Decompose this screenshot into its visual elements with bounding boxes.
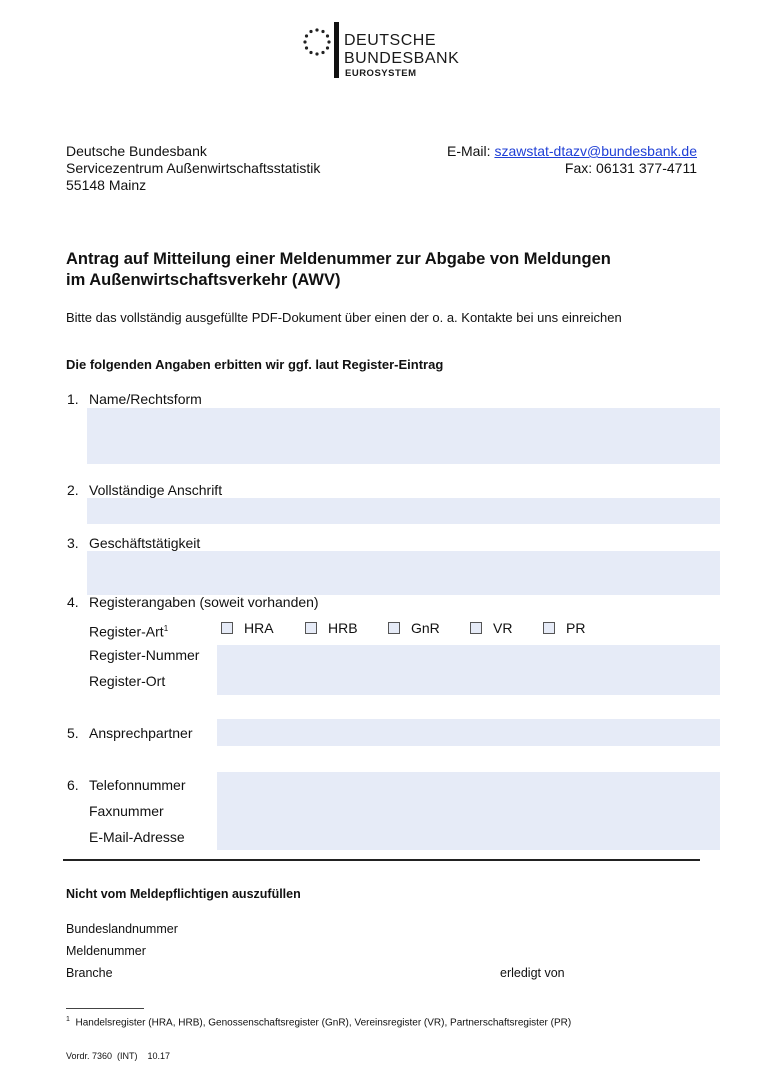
register-type-label bbox=[89, 620, 168, 641]
register-number-label: Register-Nummer bbox=[89, 647, 200, 663]
footnote-mark: 1 bbox=[66, 1016, 70, 1023]
item-2-number: 2. bbox=[67, 482, 79, 498]
address-line-1: Deutsche Bundesbank bbox=[66, 143, 207, 159]
business-field[interactable] bbox=[87, 551, 720, 595]
logo-line-2: BUNDESBANK bbox=[344, 50, 460, 67]
euro-stars-icon bbox=[303, 26, 337, 70]
report-number-label: Meldenummer bbox=[66, 944, 146, 958]
register-details-field[interactable] bbox=[217, 645, 720, 695]
checkbox-hra[interactable] bbox=[221, 622, 233, 634]
item-2-label: Vollständige Anschrift bbox=[89, 482, 223, 498]
fax-label: Faxnummer bbox=[89, 803, 164, 819]
form-title-line-2: im Außenwirtschaftsverkehr (AWV) bbox=[66, 271, 341, 289]
item-5-label: Ansprechpartner bbox=[89, 725, 193, 741]
checkbox-vr[interactable] bbox=[470, 622, 482, 634]
state-number-label: Bundeslandnummer bbox=[66, 922, 178, 936]
form-id: Vordr. 7360 (INT) 10.17 bbox=[66, 1051, 171, 1061]
logo-line-3: EUROSYSTEM bbox=[345, 68, 417, 79]
checkbox-vr-label: VR bbox=[493, 620, 513, 636]
checkbox-gnr[interactable] bbox=[388, 622, 400, 634]
item-3-number: 3. bbox=[67, 535, 79, 551]
email-address-label: E-Mail-Adresse bbox=[89, 829, 185, 845]
address-field[interactable] bbox=[87, 498, 720, 524]
item-1-number: 1. bbox=[67, 391, 79, 407]
logo-bar bbox=[334, 22, 339, 78]
checkbox-hra-label: HRA bbox=[244, 620, 274, 636]
contact-email bbox=[447, 143, 697, 160]
footnote-rule bbox=[66, 1008, 144, 1009]
checkbox-hrb-label: HRB bbox=[328, 620, 358, 636]
item-4-number: 4. bbox=[67, 594, 79, 610]
email-label: E-Mail: bbox=[446, 143, 495, 159]
register-place-label: Register-Ort bbox=[89, 673, 166, 689]
checkbox-pr-label: PR bbox=[566, 620, 586, 636]
checkbox-hrb[interactable] bbox=[305, 622, 317, 634]
section-heading: Die folgenden Angaben erbitten wir ggf. laut Register-Eintrag bbox=[66, 357, 444, 372]
contact-person-field[interactable] bbox=[217, 719, 720, 746]
logo-line-1: DEUTSCHE bbox=[344, 32, 437, 49]
branch-label: Branche bbox=[66, 966, 113, 980]
item-1-label: Name/Rechtsform bbox=[89, 391, 202, 407]
bundesbank-logo bbox=[303, 22, 473, 86]
footnote-text: Handelsregister (HRA, HRB), Genossenschaftsregister (GnR), Vereinsregister (VR), Partnerschaftsregister (PR) bbox=[75, 1017, 572, 1029]
email-link[interactable]: szawstat-dtazv@bundesbank.de bbox=[494, 143, 697, 159]
phone-label: Telefonnummer bbox=[89, 777, 186, 793]
footnote bbox=[66, 1014, 571, 1029]
item-3-label: Geschäftstätigkeit bbox=[89, 535, 201, 551]
section-divider bbox=[63, 859, 700, 861]
phone-fax-email-field[interactable] bbox=[217, 772, 720, 850]
item-6-number: 6. bbox=[67, 777, 79, 793]
checkbox-pr[interactable] bbox=[543, 622, 555, 634]
footnote-marker: 1 bbox=[163, 624, 169, 633]
item-5-number: 5. bbox=[67, 725, 79, 741]
checkbox-gnr-label: GnR bbox=[411, 620, 440, 636]
item-4-label: Registerangaben (soweit vorhanden) bbox=[89, 594, 319, 610]
address-line-3: 55148 Mainz bbox=[66, 177, 147, 193]
register-type-label-text: Register-Art bbox=[89, 623, 164, 640]
contact-fax: Fax: 06131 377-4711 bbox=[564, 160, 697, 176]
name-field[interactable] bbox=[87, 408, 720, 464]
form-title-line-1: Antrag auf Mitteilung einer Meldenummer zur Abgabe von Meldungen bbox=[66, 250, 611, 268]
address-line-2: Servicezentrum Außenwirtschaftsstatistik bbox=[66, 160, 321, 176]
instruction-text: Bitte das vollständig ausgefüllte PDF-Dokument über einen der o. a. Kontakte bei uns einreichen bbox=[66, 310, 622, 325]
office-heading: Nicht vom Meldepflichtigen auszufüllen bbox=[66, 887, 301, 901]
done-by-label: erledigt von bbox=[500, 966, 565, 980]
